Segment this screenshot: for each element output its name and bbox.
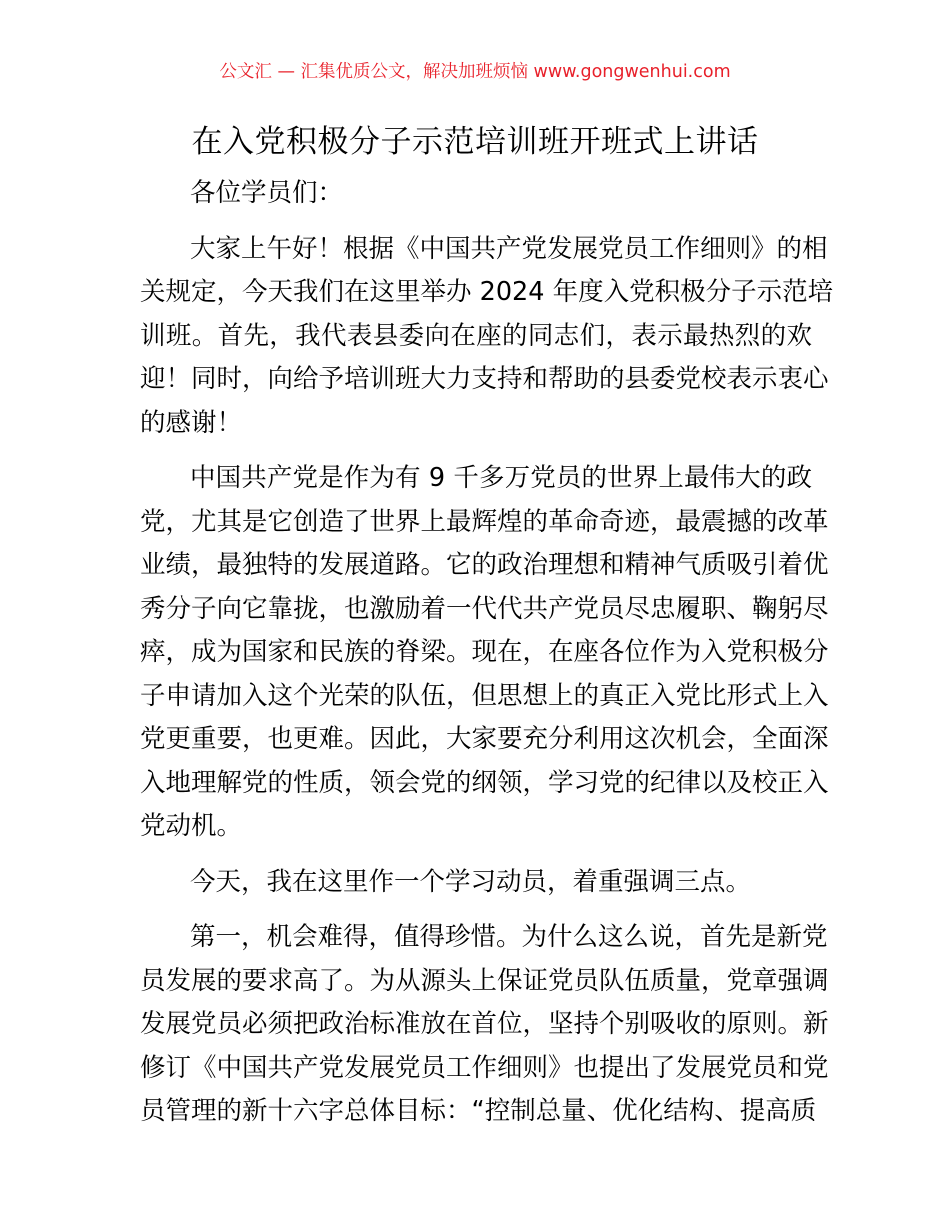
site-banner: 公文汇 — 汇集优质公文，解决加班烦恼 www.gongwenhui.com [219, 62, 731, 82]
text-line: 今天，我在这里作一个学习动员，着重强调三点。 [190, 866, 752, 897]
text-line: 修订《中国共产党发展党员工作细则》也提出了发展党员和党 [140, 1052, 829, 1083]
text-line: 党，尤其是它创造了世界上最辉煌的革命奇迹，最震撼的改革 [140, 506, 829, 537]
text-line: 迎！同时，向给予培训班大力支持和帮助的县委党校表示衷心 [140, 364, 829, 394]
paragraph [140, 916, 829, 1134]
text-line: 大家上午好！根据《中国共产党发展党员工作细则》的相 [190, 233, 828, 264]
text-line: 入地理解党的性质，领会党的纲领，学习党的纪律以及校正入 [140, 767, 829, 798]
text-line: 子申请加入这个光荣的队伍，但思想上的真正入党比形式上入 [140, 680, 829, 711]
text-line: 员管理的新十六字总体目标：“控制总量、优化结构、提高质 [140, 1096, 817, 1126]
text-line: 的感谢！ [140, 407, 243, 438]
text-line: 业绩，最独特的发展道路。它的政治理想和精神气质吸引着优 [140, 550, 829, 580]
text-line: 党动机。 [140, 811, 243, 841]
paragraph [140, 457, 829, 849]
document-title: 在入党积极分子示范培训班开班式上讲话 [191, 124, 759, 160]
paragraph [140, 861, 812, 905]
text-line: 关规定，今天我们在这里举办 2024 年度入党积极分子示范培 [140, 277, 834, 307]
text-line: 瘁，成为国家和民族的脊梁。现在，在座各位作为入党积极分 [140, 637, 829, 667]
text-line: 训班。首先，我代表县委向在座的同志们，表示最热烈的欢 [140, 320, 812, 351]
text-line: 第一，机会难得，值得珍惜。为什么这么说，首先是新党 [190, 922, 828, 952]
text-line: 员发展的要求高了。为从源头上保证党员队伍质量，党章强调 [140, 965, 829, 996]
text-line: 中国共产党是作为有 9 千多万党员的世界上最伟大的政 [190, 463, 812, 493]
text-line: 党更重要，也更难。因此，大家要充分利用这次机会，全面深 [140, 724, 829, 754]
document-body [140, 172, 834, 1146]
text-line: 发展党员必须把政治标准放在首位，坚持个别吸收的原则。新 [140, 1009, 829, 1039]
salutation [140, 172, 812, 216]
paragraph [140, 228, 834, 446]
text-line: 各位学员们： [190, 178, 344, 208]
text-line: 秀分子向它靠拢，也激励着一代代共产党员尽忠履职、鞠躬尽 [140, 593, 829, 624]
